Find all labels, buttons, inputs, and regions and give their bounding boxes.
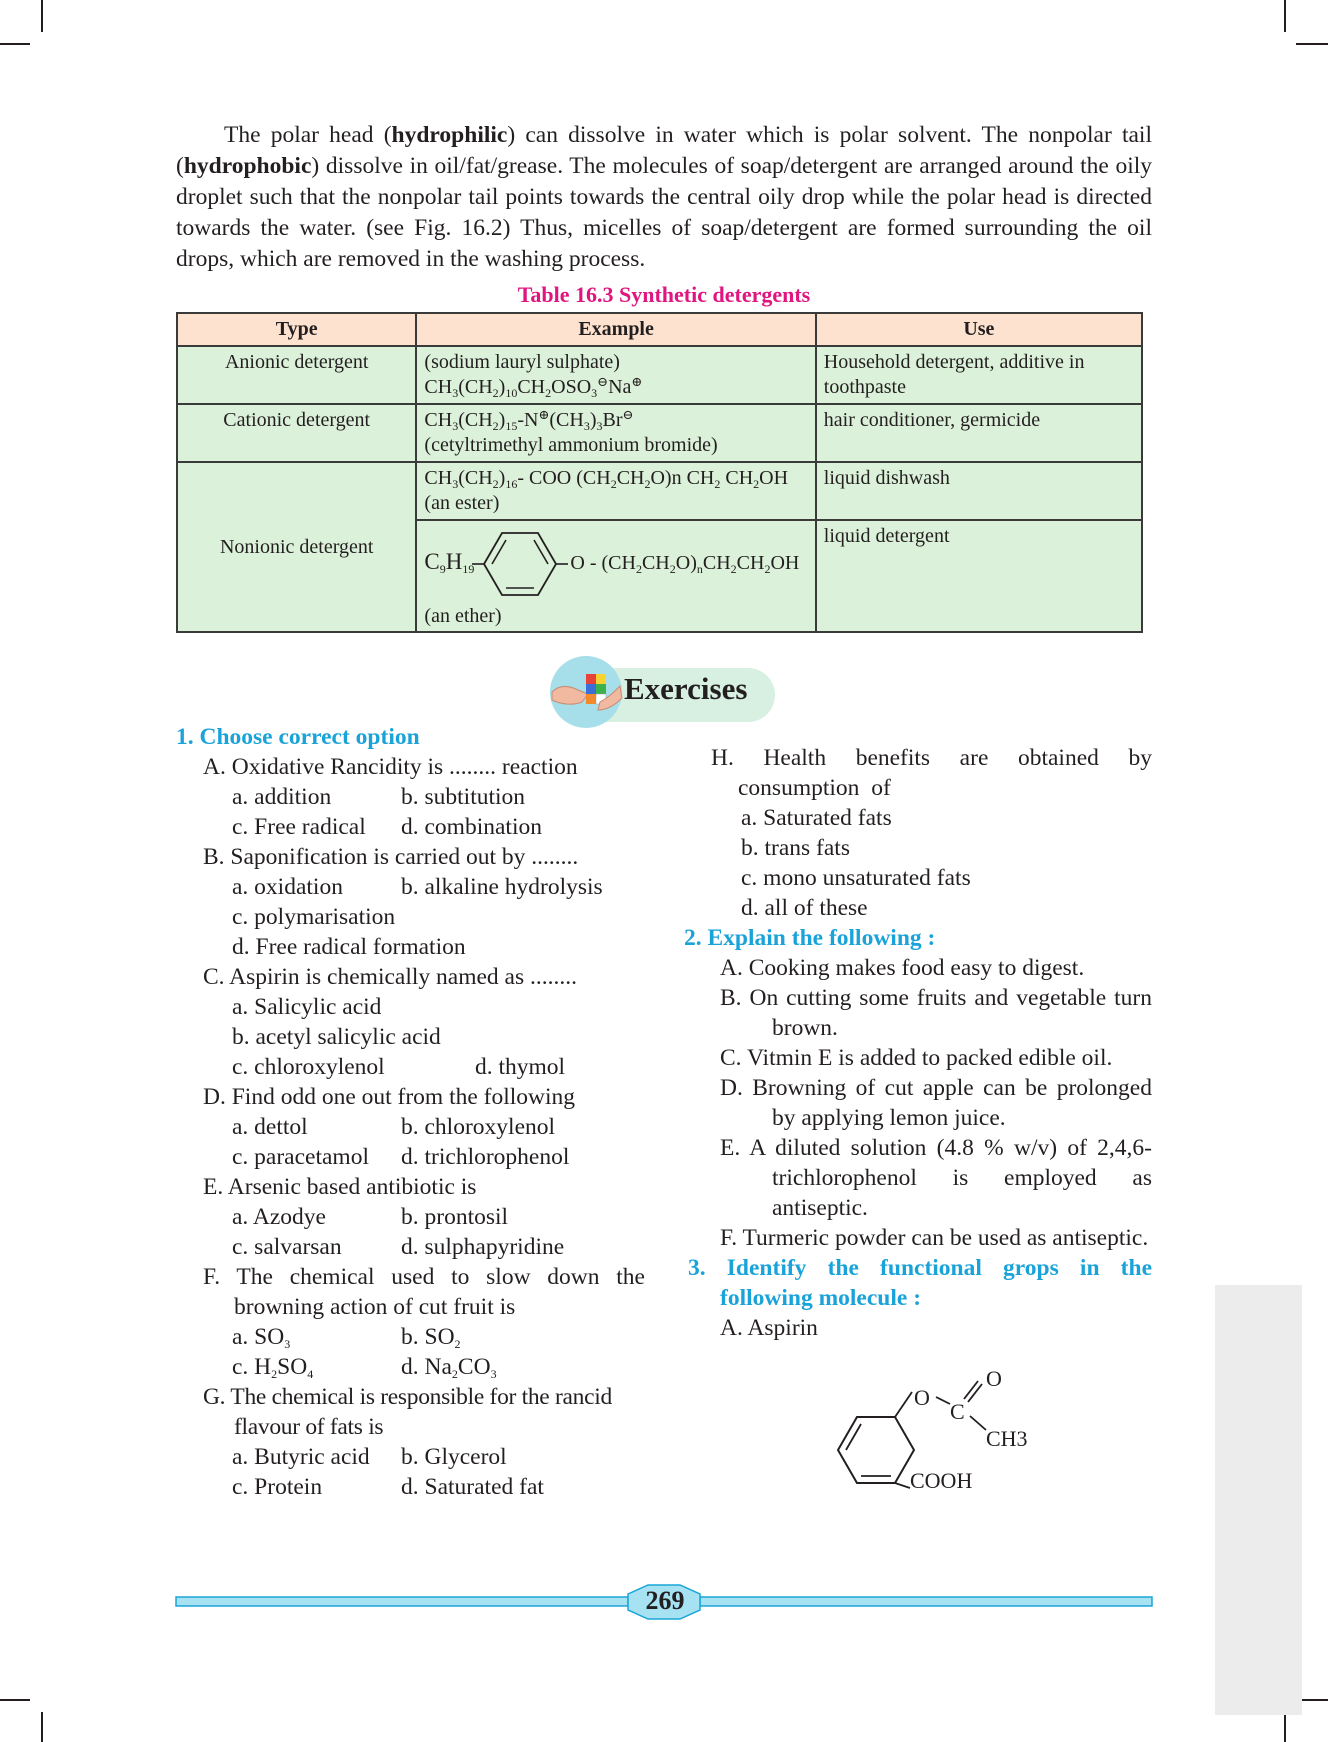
option-row xyxy=(176,1352,646,1382)
option-row xyxy=(176,812,646,842)
option: c. Protein xyxy=(232,1474,323,1500)
option: b. acetyl salicylic acid xyxy=(232,1024,441,1050)
option: c. salvarsan xyxy=(232,1234,342,1260)
option: d. thymol xyxy=(475,1054,566,1080)
q1-A-stem: A. Oxidative Rancidity is ........ reaction xyxy=(203,754,578,780)
option: a. oxidation xyxy=(232,874,343,900)
q1-C-stem: C. Aspirin is chemically named as ........ xyxy=(203,964,577,990)
option-row xyxy=(176,1322,646,1352)
q3-heading: 3. Identify the functional grops in the following molecule : xyxy=(688,1255,1152,1311)
option: a. Salicylic acid xyxy=(232,994,382,1020)
left-column xyxy=(176,722,646,1502)
q2-item: B. On cutting some fruits and vegetable turn brown. xyxy=(720,985,1152,1041)
option-row xyxy=(176,1052,646,1082)
option: c. paracetamol xyxy=(232,1144,369,1170)
q1-heading: 1. Choose correct option xyxy=(176,724,420,750)
header-use: Use xyxy=(816,313,1142,346)
header-type: Type xyxy=(177,313,416,346)
q1-F-stem: F. The chemical used to slow down the browning action of cut fruit is xyxy=(203,1264,645,1320)
option-row xyxy=(176,872,646,902)
option: b. chloroxylenol xyxy=(401,1114,556,1140)
option: d. Free radical formation xyxy=(232,934,466,960)
aspirin-atom-o-double: O xyxy=(986,1366,1002,1391)
type-cell: Cationic detergent xyxy=(177,404,416,462)
detergents-table xyxy=(176,312,1143,633)
crop-mark xyxy=(41,1712,43,1742)
aspirin-cooh: COOH xyxy=(910,1468,973,1493)
option-row xyxy=(176,1232,646,1262)
q1-E-stem: E. Arsenic based antibiotic is xyxy=(203,1174,477,1200)
option-row xyxy=(176,782,646,812)
example-cell xyxy=(416,404,815,462)
option-row xyxy=(176,1142,646,1172)
example-cell xyxy=(416,520,815,632)
option: d. combination xyxy=(401,814,542,840)
example-name: (cetyltrimethyl ammonium bromide) xyxy=(424,434,718,456)
aspirin-atom-c: C xyxy=(950,1399,965,1424)
exercises-title: Exercises xyxy=(624,671,748,706)
option-row xyxy=(176,1472,646,1502)
option: a. dettol xyxy=(232,1114,308,1140)
option: d. $Na_2CO_3$ xyxy=(401,1354,497,1381)
example-formula: $CH_3(CH_2)_{10}CH_2OSO_3^⊖Na^\oplus$ xyxy=(424,374,643,400)
example-cell xyxy=(416,462,815,520)
example-name: (an ester) xyxy=(424,492,500,514)
table-caption: Table 16.3 Synthetic detergents xyxy=(517,282,811,307)
example-formula: $CH_3(CH_2)_{16}-$ COO $(CH_2CH_2O)n$ $CH_2$ $CH_2OH$ xyxy=(424,467,789,491)
q1-D-stem: D. Find odd one out from the following xyxy=(203,1084,576,1110)
option: a. Saturated fats xyxy=(741,805,892,831)
example-name: (sodium lauryl sulphate) xyxy=(424,351,620,373)
page-edge-tab xyxy=(1215,1285,1302,1715)
type-cell: Nonionic detergent xyxy=(177,462,416,632)
table-row xyxy=(177,462,1142,520)
crop-mark xyxy=(41,0,43,32)
q1-H-stem: H. Health benefits are obtained by consumption of xyxy=(711,745,1152,801)
example-name: (an ether) xyxy=(424,605,502,627)
crop-mark xyxy=(1296,43,1328,45)
option: b. Glycerol xyxy=(401,1444,507,1470)
option: d. all of these xyxy=(741,895,868,921)
aspirin-atom-o: O xyxy=(914,1385,930,1410)
q2-heading: 2. Explain the following : xyxy=(684,925,936,951)
option-row xyxy=(176,1202,646,1232)
table-header-row xyxy=(177,313,1142,346)
option: a. Azodye xyxy=(232,1204,326,1230)
q2-item: C. Vitmin E is added to packed edible oil. xyxy=(720,1045,1113,1071)
q2-item: A. Cooking makes food easy to digest. xyxy=(720,955,1085,981)
ether-chain: O - $(CH_2CH_2O)_nCH_2CH_2OH$ xyxy=(570,552,800,576)
option: b. subtitution xyxy=(401,784,526,810)
benzene-ring-icon xyxy=(472,524,572,604)
crop-mark xyxy=(1284,1712,1286,1742)
q1-G-stem: G. The chemical is responsible for the rancid flavour of fats is xyxy=(203,1384,612,1440)
ether-structure xyxy=(424,524,807,628)
option: a. $SO_3$ xyxy=(232,1324,291,1351)
example-cell xyxy=(416,346,815,404)
aspirin-ch3: CH3 xyxy=(986,1426,1028,1451)
option: b. $SO_2$ xyxy=(401,1324,461,1351)
option: d. sulphapyridine xyxy=(401,1234,565,1260)
hands-cube-icon xyxy=(548,654,628,730)
ether-alkyl: $C_9H_{19}$ xyxy=(424,549,475,576)
option: a. Butyric acid xyxy=(232,1444,370,1470)
option: c. $H_2SO_4$ xyxy=(232,1354,314,1381)
q1-B-stem: B. Saponification is carried out by ........ xyxy=(203,844,579,870)
header-example: Example xyxy=(416,313,815,346)
right-column xyxy=(684,743,1152,1343)
option: d. Saturated fat xyxy=(401,1474,544,1500)
option: b. trans fats xyxy=(741,835,850,861)
intro-paragraph: The polar head (hydrophilic) can dissolve in water which is polar solvent. The nonpolar tail (hydrophobic) dissolve in oil/fat/grease. The molecules of soap/detergent are arranged around the oily droplet such that the nonpolar tail points towards the central oily drop while the polar head is directed towards the water. (see Fig. 16.2) Thus, micelles of soap/detergent are formed surrounding the oil drops, which are removed in the washing process. xyxy=(176,122,1152,272)
q3-item: A. Aspirin xyxy=(720,1315,818,1341)
q2-item: D. Browning of cut apple can be prolonged by applying lemon juice. xyxy=(720,1075,1152,1131)
option: a. addition xyxy=(232,784,332,810)
option-row xyxy=(176,1112,646,1142)
example-formula: $CH_3(CH_2)_{15}-N^\oplus(CH_3)_3Br^⊖$ xyxy=(424,407,634,433)
option: c. polymarisation xyxy=(232,904,396,930)
option: c. chloroxylenol xyxy=(232,1054,385,1080)
use-cell: Household detergent, additive in toothpaste xyxy=(816,346,1142,404)
option: c. Free radical xyxy=(232,814,366,840)
q2-item: E. A diluted solution (4.8 % w/v) of 2,4,6-trichlorophenol is employed as antiseptic. xyxy=(720,1135,1152,1221)
option: d. trichlorophenol xyxy=(401,1144,570,1170)
crop-mark xyxy=(1284,0,1286,32)
aspirin-structure-icon xyxy=(830,1366,1060,1500)
type-cell: Anionic detergent xyxy=(177,346,416,404)
option-row xyxy=(176,1442,646,1472)
use-cell: hair conditioner, germicide xyxy=(816,404,1142,462)
use-cell: liquid dishwash xyxy=(816,462,1142,520)
page-number: 269 xyxy=(645,1586,685,1615)
q2-item: F. Turmeric powder can be used as antiseptic. xyxy=(720,1225,1149,1251)
table-row xyxy=(177,346,1142,404)
use-cell: liquid detergent xyxy=(816,520,1142,632)
option: b. prontosil xyxy=(401,1204,509,1230)
option: c. mono unsaturated fats xyxy=(741,865,971,891)
option: b. alkaline hydrolysis xyxy=(401,874,603,900)
crop-mark xyxy=(0,43,30,45)
table-row xyxy=(177,404,1142,462)
crop-mark xyxy=(0,1699,30,1701)
